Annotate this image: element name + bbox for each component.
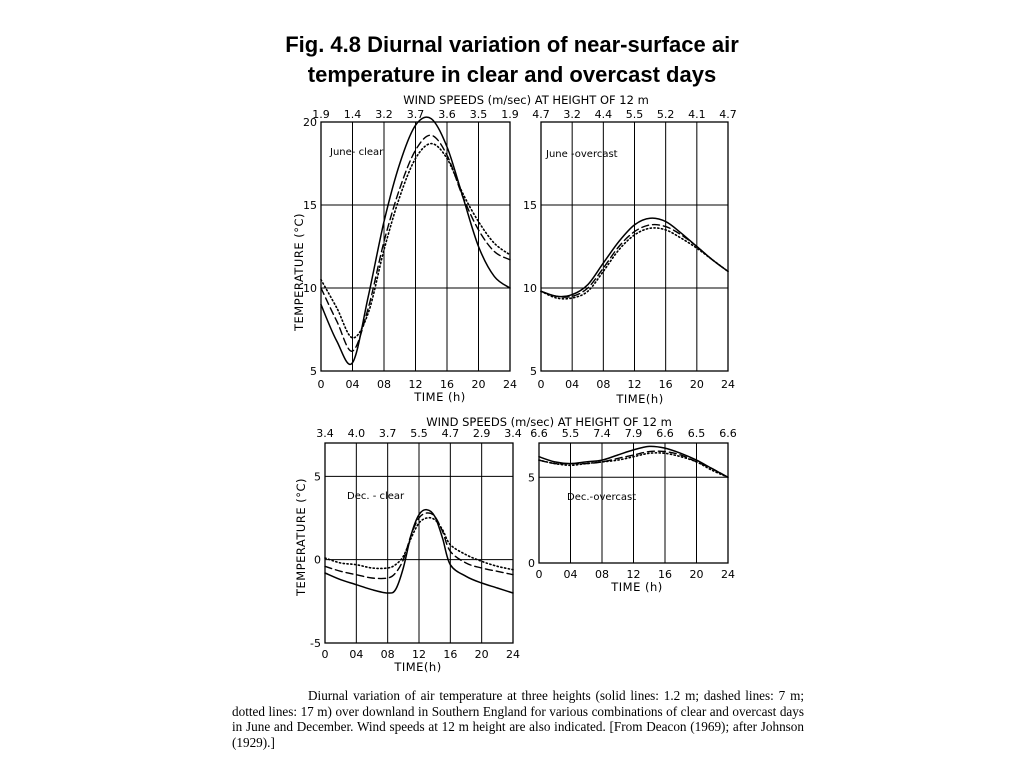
x-tick-label: 04 [563, 568, 578, 581]
wind-speed-header-top: WIND SPEEDS (m/sec) AT HEIGHT OF 12 m [403, 93, 649, 107]
wind-speed-label: 1.4 [343, 108, 362, 121]
x-tick-label: 16 [658, 568, 672, 581]
wind-speed-label: 3.5 [469, 108, 488, 121]
wind-speed-header-bottom: WIND SPEEDS (m/sec) AT HEIGHT OF 12 m [426, 415, 672, 429]
wind-speed-label: 4.1 [688, 108, 706, 121]
chart-panel-3 [310, 427, 522, 674]
x-tick-label: 24 [721, 378, 735, 391]
wind-speed-label: 6.6 [530, 427, 548, 440]
x-tick-label: 20 [471, 378, 486, 391]
slide-title-line-2: temperature in clear and overcast days [307, 62, 717, 87]
x-tick-label: 12 [627, 378, 642, 391]
x-tick-label: 04 [345, 378, 360, 391]
wind-speed-label: 1.9 [501, 108, 519, 121]
x-tick-label: 0 [537, 378, 545, 391]
x-tick-label: 08 [595, 568, 609, 581]
wind-speed-label: 6.5 [687, 427, 706, 440]
y-tick-label: 0 [528, 557, 535, 570]
wind-speed-label: 3.7 [406, 108, 425, 121]
wind-speed-label: 3.2 [563, 108, 581, 121]
x-tick-label: 20 [689, 378, 704, 391]
x-tick-label: 12 [408, 378, 423, 391]
y-tick-label: 5 [314, 470, 321, 484]
x-axis-title: TIME (h) [414, 390, 466, 404]
wind-speed-label: 7.4 [593, 427, 611, 440]
wind-speed-label: 5.5 [625, 108, 644, 121]
y-tick-label: 10 [303, 282, 317, 295]
x-tick-label: 24 [506, 648, 520, 661]
y-tick-label: 0 [314, 553, 321, 567]
caption-text: Diurnal variation of air temperature at three heights (solid lines: 1.2 m; dashed lines: 7 m; dotted lines: 17 m) over downland in Southern England for various combinations of clear and overcast days in June and December. Wind speeds at 12 m height are also indicated. [From Deacon (1969); after Johnson (1929).] [232, 688, 804, 750]
x-axis-title: TIME(h) [394, 660, 442, 674]
x-tick-label: 04 [565, 378, 580, 391]
x-tick-label: 04 [349, 648, 364, 661]
wind-speed-label: 3.6 [438, 108, 456, 121]
y-tick-label: 5 [310, 365, 317, 378]
y-axis-title-top: TEMPERATURE (°C) [292, 212, 306, 332]
x-axis-title: TIME (h) [611, 580, 663, 594]
y-tick-label: 10 [523, 282, 537, 295]
panel-label: June- clear [330, 147, 384, 158]
x-tick-label: 08 [377, 378, 391, 391]
panel-label: Dec.-overcast [567, 492, 637, 503]
chart-panel-1 [303, 108, 519, 404]
x-tick-label: 08 [380, 648, 395, 661]
wind-speed-label: 6.6 [719, 427, 737, 440]
wind-speed-label: 3.4 [504, 427, 522, 440]
wind-speed-label: 4.7 [532, 108, 550, 121]
y-tick-label: 5 [528, 471, 535, 485]
chart-panel-4 [528, 427, 737, 594]
x-tick-label: 16 [443, 648, 458, 661]
slide-title-line-1: Fig. 4.8 Diurnal variation of near-surface air [285, 32, 739, 57]
wind-speed-label: 4.7 [441, 427, 460, 440]
x-tick-label: 24 [503, 378, 517, 391]
wind-speed-label: 3.7 [378, 427, 397, 440]
x-tick-label: 24 [721, 568, 735, 581]
y-tick-label: -5 [310, 637, 321, 650]
x-tick-label: 16 [440, 378, 454, 391]
wind-speed-label: 6.6 [656, 427, 674, 440]
figure-caption [232, 688, 804, 750]
chart-panels [303, 108, 737, 674]
wind-speed-label: 4.0 [347, 427, 366, 440]
wind-speed-label: 1.9 [312, 108, 330, 121]
wind-speed-label: 5.5 [561, 427, 580, 440]
wind-speed-label: 4.4 [594, 108, 613, 121]
wind-speed-label: 5.5 [410, 427, 428, 440]
y-tick-label: 20 [303, 116, 317, 129]
y-axis-title-bottom: TEMPERATURE (°C) [294, 477, 308, 597]
chart-panel-2 [523, 108, 737, 406]
wind-speed-label: 5.2 [656, 108, 675, 121]
x-tick-label: 12 [626, 568, 641, 581]
wind-speed-label: 3.2 [375, 108, 393, 121]
wind-speed-label: 3.4 [316, 427, 334, 440]
x-axis-title: TIME(h) [616, 392, 664, 406]
x-tick-label: 20 [474, 648, 489, 661]
panel-label: Dec. - clear [347, 491, 405, 502]
x-tick-label: 0 [535, 568, 543, 581]
y-tick-label: 5 [530, 365, 537, 378]
y-tick-label: 15 [303, 199, 317, 212]
y-tick-label: 15 [523, 199, 537, 212]
wind-speed-label: 2.9 [472, 427, 491, 440]
x-tick-label: 08 [596, 378, 611, 391]
x-tick-label: 20 [689, 568, 704, 581]
wind-speed-label: 4.7 [719, 108, 737, 121]
x-tick-label: 16 [658, 378, 673, 391]
wind-speed-label: 7.9 [624, 427, 643, 440]
panel-label: June -overcast [546, 149, 618, 160]
x-tick-label: 0 [321, 648, 329, 661]
x-tick-label: 12 [412, 648, 426, 661]
x-tick-label: 0 [317, 378, 325, 391]
